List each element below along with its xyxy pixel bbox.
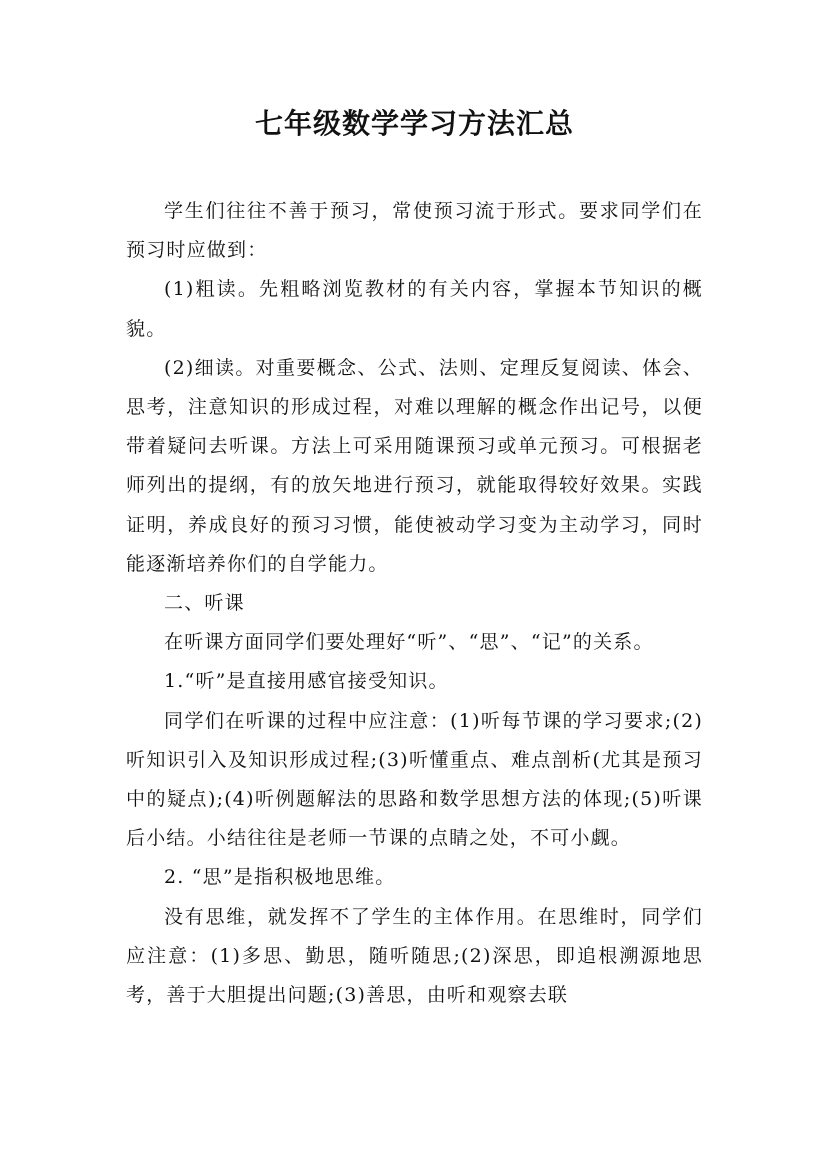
document-body: [126, 192, 703, 1015]
paragraph-close-reading: (2)细读。对重要概念、公式、法则、定理反复阅读、体会、思考，注意知识的形成过程，对难以理解的概念作出记号，以便带着疑问去听课。方法上可采用随课预习或单元预习。可根据老师列出的提纲，有的放矢地进行预习，就能取得较好效果。实践证明，养成良好的预习习惯，能使被动学习变为主动学习，同时能逐渐培养你们的自学能力。: [126, 356, 703, 575]
paragraph-rough-reading: (1)粗读。先粗略浏览教材的有关内容，掌握本节知识的概貌。: [126, 278, 703, 340]
subheading-think: 2. “思”是指积极地思维。: [164, 866, 396, 889]
paragraph-listen-notes: 同学们在听课的过程中应注意：(1)听每节课的学习要求;(2)听知识引入及知识形成过程;(3)听懂重点、难点剖析(尤其是预习中的疑点);(4)听例题解法的思路和数学思想方法的体现;(5)听课后小结。小结往往是老师一节课的点睛之处，不可小觑。: [126, 709, 703, 850]
paragraph-preview-intro: 学生们往往不善于预习，常使预习流于形式。要求同学们在预习时应做到：: [126, 200, 703, 262]
document-title: 七年级数学学习方法汇总: [254, 107, 574, 140]
paragraph-listening-intro: 在听课方面同学们要处理好“听”、“思”、“记”的关系。: [164, 631, 654, 654]
section-heading-listening: 二、听课: [164, 592, 245, 615]
subheading-listen: 1.“听”是直接用感官接受知识。: [164, 670, 449, 693]
paragraph-think-notes: 没有思维，就发挥不了学生的主体作用。在思维时，同学们应注意：(1)多思、勤思，随听随思;(2)深思，即追根溯源地思考，善于大胆提出问题;(3)善思，由听和观察去联: [126, 905, 703, 1007]
